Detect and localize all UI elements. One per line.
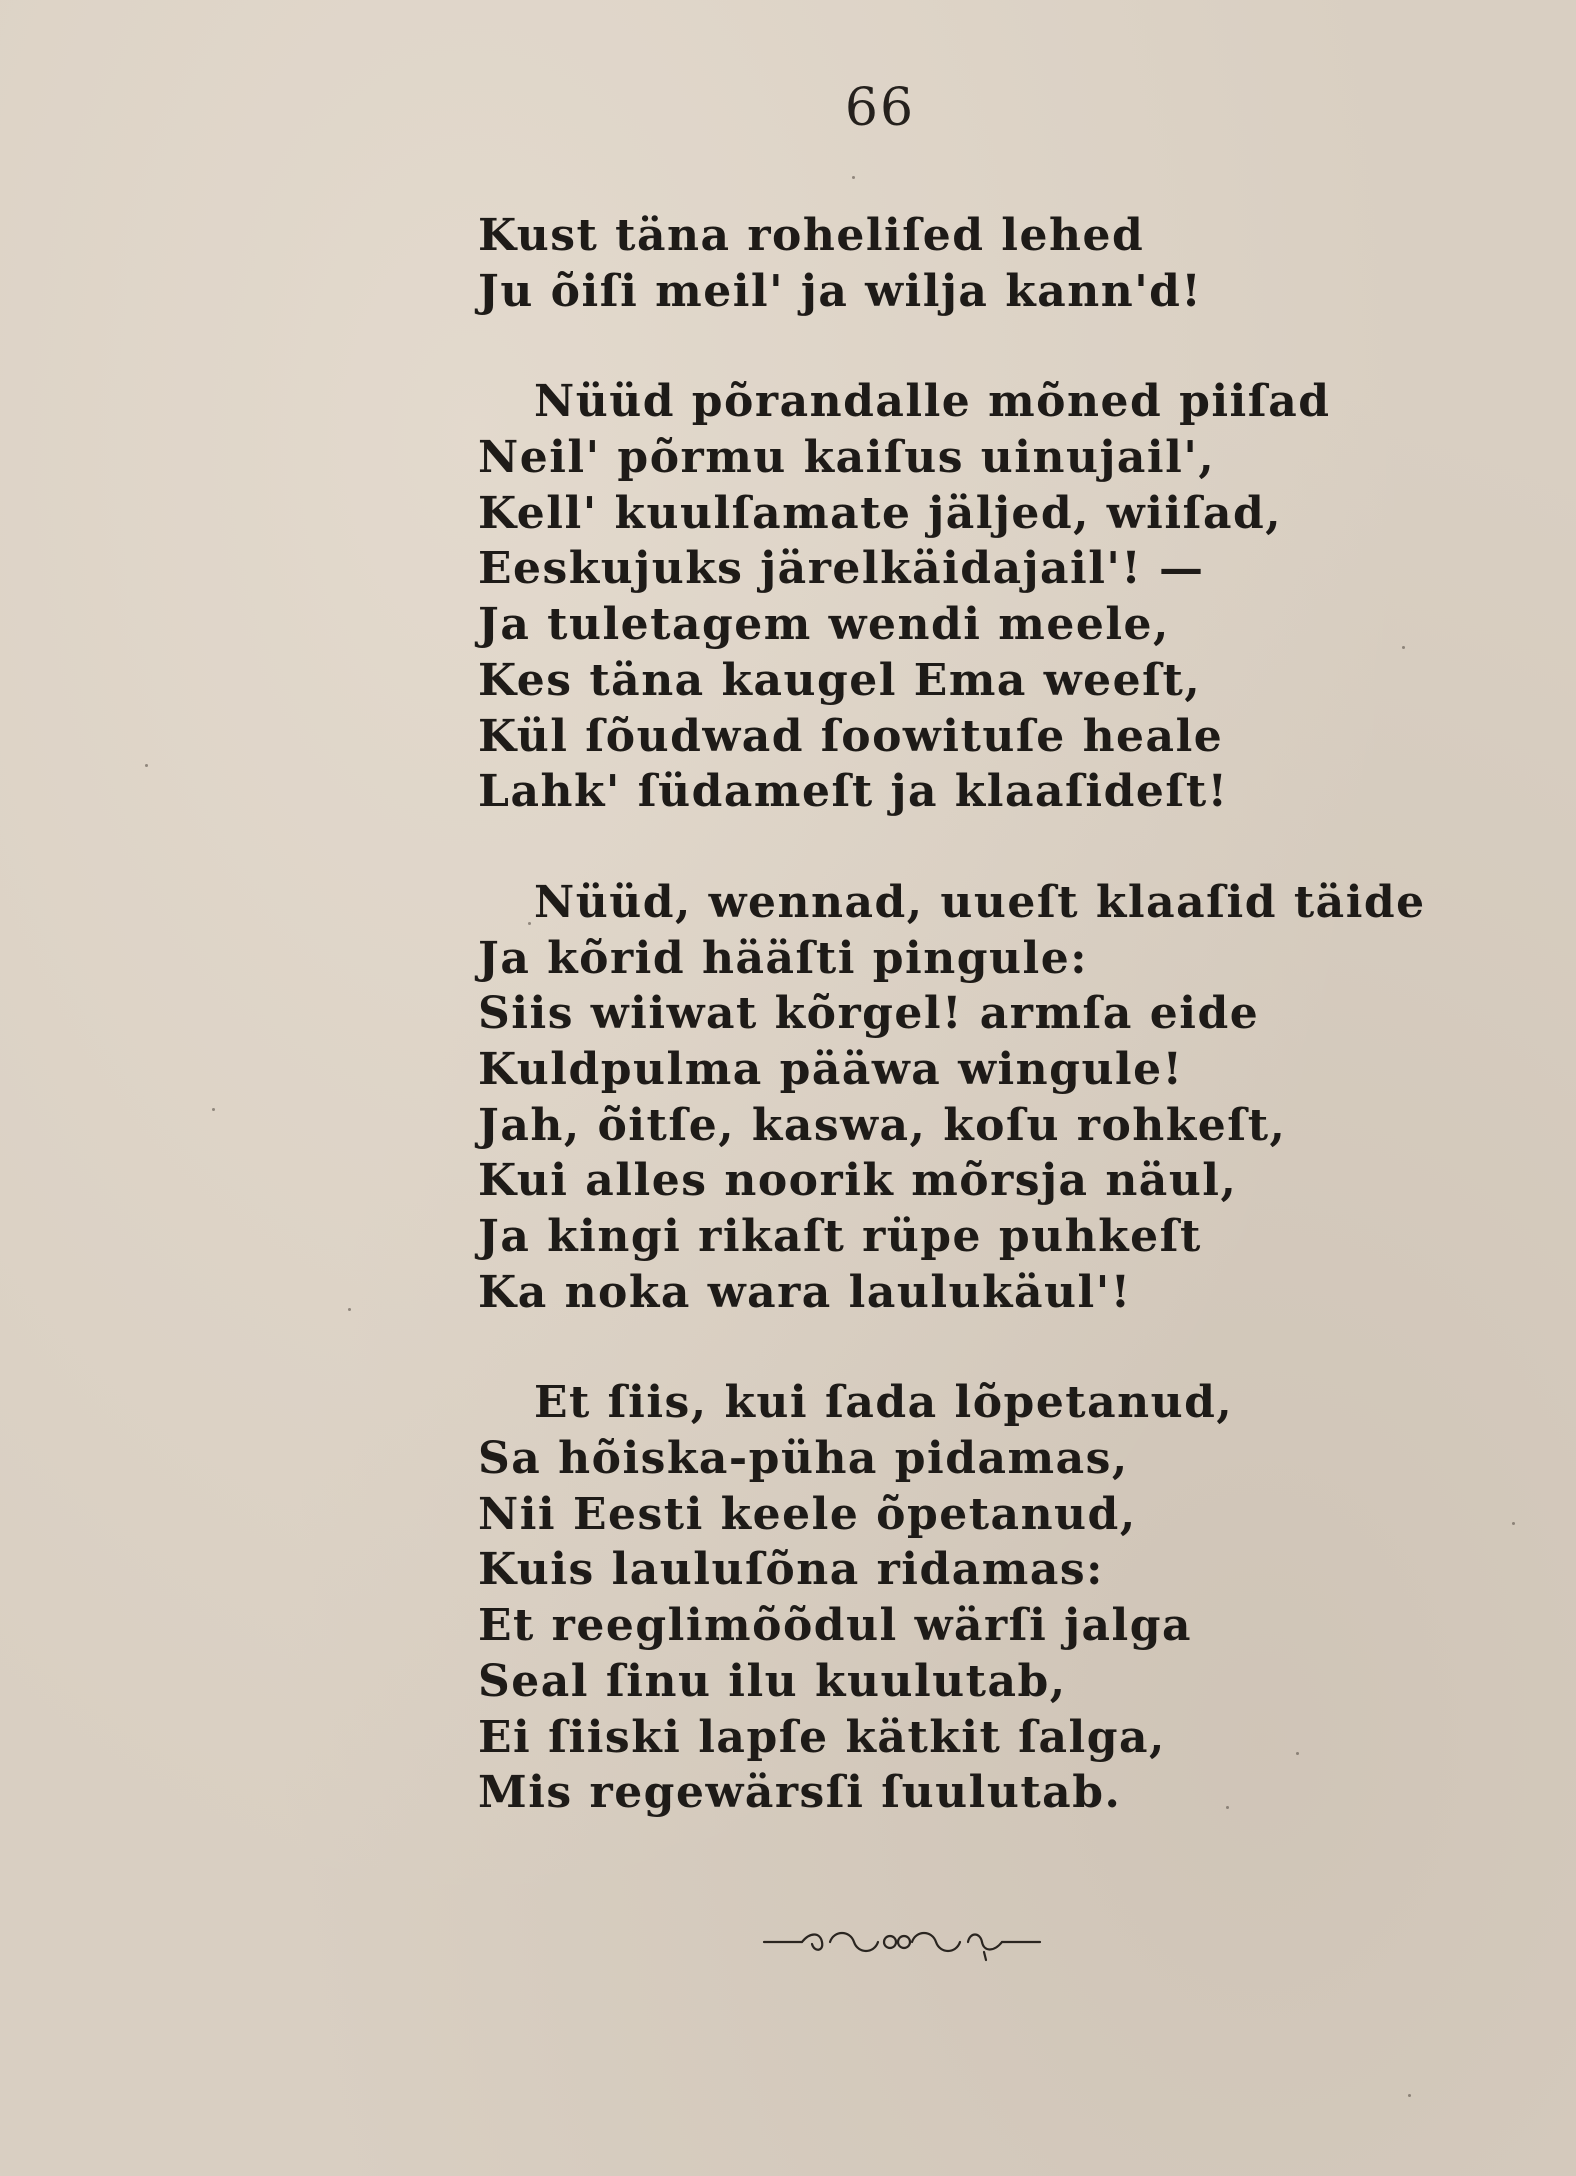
verse-line: Kuldpulma pääwa wingule! bbox=[478, 1043, 1184, 1095]
verse-line: Neil' põrmu kaiſus uinujail', bbox=[478, 432, 1216, 484]
verse-line: Jah, õitſe, kaswa, koſu rohkeſt, bbox=[478, 1099, 1287, 1151]
verse-line: Nii Eesti keele õpetanud, bbox=[478, 1488, 1137, 1540]
verse-line: Ka noka wara laulukäul'! bbox=[478, 1266, 1132, 1318]
verse-line: Lahk' ſüdameſt ja klaaſideſt! bbox=[478, 766, 1229, 818]
verse-line: Kust täna roheliſed lehed bbox=[478, 210, 1145, 261]
end-ornament-icon bbox=[762, 1922, 1042, 1962]
verse-line: Nüüd, wennad, uueſt klaaſid täide bbox=[534, 876, 1426, 928]
verse-line: Et ſiis, kui ſada lõpetanud, bbox=[534, 1377, 1234, 1429]
verse-line: Ju õiſi meil' ja wilja kann'd! bbox=[478, 265, 1203, 317]
verse-line: Kuis lauluſõna ridamas: bbox=[478, 1544, 1104, 1596]
verse-line: Seal ſinu ilu kuulutab, bbox=[478, 1655, 1067, 1707]
verse-line: Kell' kuulſamate jäljed, wiiſad, bbox=[478, 487, 1283, 539]
stanza-4 bbox=[478, 1375, 1378, 1821]
verse-line: Ja kõrid hääſti pingule: bbox=[478, 932, 1088, 984]
verse-line: Mis regewärsſi ſuulutab. bbox=[478, 1767, 1122, 1819]
page-number: 66 bbox=[844, 78, 916, 138]
verse-line: Ei ſiiski lapſe kätkit ſalga, bbox=[478, 1711, 1166, 1763]
stanza-2 bbox=[478, 374, 1378, 820]
poem bbox=[478, 208, 1426, 1821]
verse-line: Ja kingi rikaſt rüpe puhkeſt bbox=[478, 1211, 1202, 1262]
verse-line: Eeskujuks järelkäidajail'! — bbox=[478, 543, 1205, 595]
verse-line: Kül ſõudwad ſoowituſe heale bbox=[478, 710, 1224, 762]
verse-line: Sa hõiska-püha pidamas, bbox=[478, 1433, 1129, 1485]
verse-line: Siis wiiwat kõrgel! armſa eide bbox=[478, 988, 1260, 1040]
verse-line: Nüüd põrandalle mõned piiſad bbox=[534, 376, 1331, 428]
stanza-1 bbox=[478, 208, 1378, 319]
verse-line: Ja tuletagem wendi meele, bbox=[478, 599, 1170, 651]
verse-line: Et reeglimõõdul wärſi jalga bbox=[478, 1600, 1193, 1652]
verse-line: Kui alles noorik mõrsja näul, bbox=[478, 1155, 1238, 1207]
stanza-3 bbox=[478, 875, 1426, 1321]
verse-line: Kes täna kaugel Ema weeſt, bbox=[478, 654, 1202, 706]
